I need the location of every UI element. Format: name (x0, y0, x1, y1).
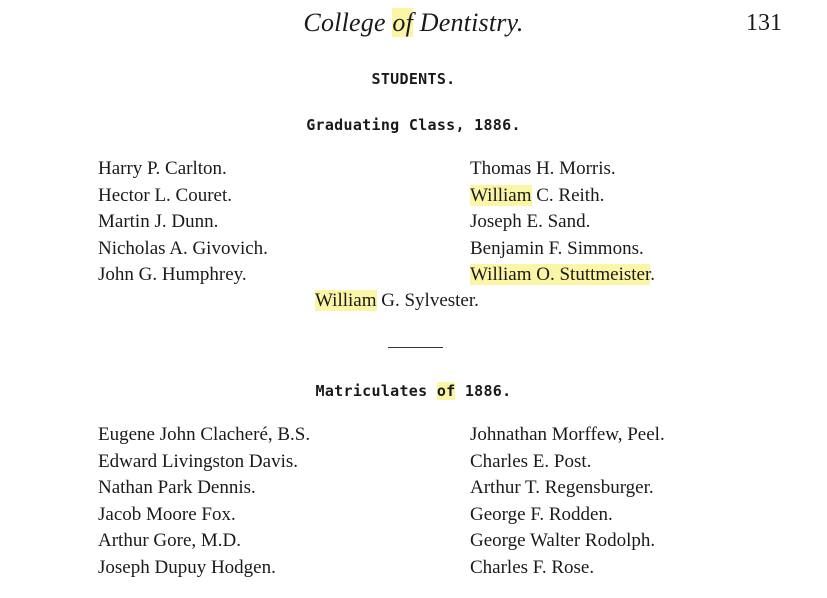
name-part: Joseph E. Sand. (470, 211, 591, 232)
graduate-name (470, 236, 655, 263)
name-part: . (650, 264, 655, 285)
highlighted-word: William (470, 184, 532, 206)
matriculate-name: Edward Livingston Davis. (98, 450, 299, 472)
graduate-name: Hector L. Couret. (98, 184, 233, 206)
graduate-name (470, 209, 655, 236)
matriculate-name: Nathan Park Dennis. (98, 477, 256, 498)
graduate-name (470, 156, 655, 183)
graduating-class-heading: Graduating Class, 1886. (306, 116, 521, 134)
page-number: 131 (746, 10, 782, 36)
matriculate-name: Charles E. Post. (470, 450, 592, 472)
highlighted-word: William (315, 290, 377, 311)
name-part: Benjamin F. Simmons. (470, 237, 644, 259)
name-part: C. Reith. (531, 184, 605, 206)
heading-part: 1886. (455, 382, 512, 400)
graduating-left-column (98, 156, 268, 289)
name-part: Thomas H. Morris. (470, 158, 616, 179)
running-title (0, 8, 827, 38)
graduate-name-centered (315, 290, 479, 312)
graduate-name (470, 183, 655, 210)
matriculates-right-column (470, 422, 665, 581)
graduate-name: Harry P. Carlton. (98, 158, 227, 179)
matriculate-name: Arthur T. Regensburger. (470, 477, 654, 498)
running-title-part: Dentistry. (413, 8, 524, 37)
matriculate-name: Johnathan Morffew, Peel. (470, 424, 665, 445)
graduate-name (470, 262, 655, 289)
matriculate-name: Charles F. Rose. (470, 556, 595, 578)
graduate-name: Nicholas A. Givovich. (98, 237, 268, 259)
matriculate-name: Joseph Dupuy Hodgen. (98, 556, 276, 578)
name-part: G. Sylvester. (376, 290, 479, 311)
highlighted-word: William O. Stuttmeister (470, 264, 651, 285)
graduate-name: John G. Humphrey. (98, 264, 247, 285)
running-title-part: College (303, 8, 393, 37)
matriculates-left-column (98, 422, 310, 581)
matriculate-name: George Walter Rodolph. (470, 530, 656, 551)
heading-part: Matriculates (315, 382, 437, 400)
graduate-name: Martin J. Dunn. (98, 211, 219, 232)
matriculate-name: Eugene John Clacheré, B.S. (98, 424, 311, 445)
matriculate-name: George F. Rodden. (470, 503, 613, 525)
highlighted-word: of (392, 8, 414, 37)
graduating-right-column (470, 156, 655, 289)
highlighted-word: of (436, 382, 456, 400)
matriculate-name: Arthur Gore, M.D. (98, 530, 242, 551)
students-heading: STUDENTS. (371, 70, 456, 88)
section-divider (388, 347, 443, 348)
matriculate-name: Jacob Moore Fox. (98, 503, 236, 525)
matriculates-heading (0, 382, 827, 400)
